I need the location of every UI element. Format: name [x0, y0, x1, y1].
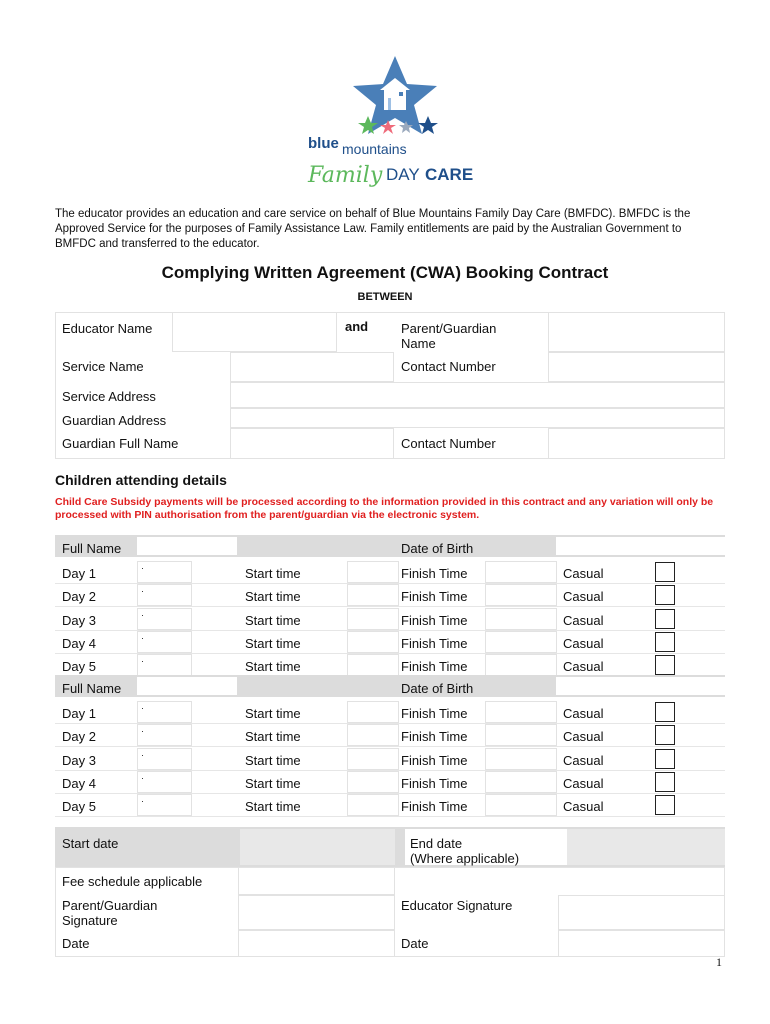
- child1-day-dot: ·: [141, 610, 144, 620]
- contact-number-label: Contact Number: [401, 359, 496, 374]
- child2-casual-checkbox[interactable]: [655, 702, 675, 722]
- child2-casual-label: Casual: [563, 706, 604, 721]
- child2-finish-time-field[interactable]: [485, 771, 557, 793]
- guardian-address-field[interactable]: [230, 408, 725, 428]
- child2-casual-checkbox[interactable]: [655, 725, 675, 745]
- parent-guardian-name-label: Parent/Guardian Name: [401, 321, 497, 351]
- guardian-address-label: Guardian Address: [62, 413, 167, 428]
- logo-word-mountains: mountains: [342, 141, 407, 157]
- child2-finish-time-field[interactable]: [485, 794, 557, 816]
- child1-start-time-label: Start time: [245, 566, 301, 581]
- child2-full-name-label: Full Name: [62, 681, 122, 696]
- child1-casual-checkbox[interactable]: [655, 655, 675, 675]
- child2-day-row: [55, 794, 725, 817]
- educator-name-field[interactable]: [172, 312, 337, 352]
- logo-word-care: CARE: [425, 165, 474, 184]
- child2-finish-time-label: Finish Time: [401, 799, 468, 814]
- child2-day-row: [55, 748, 725, 771]
- logo-word-family: Family: [308, 163, 383, 188]
- child2-casual-label: Casual: [563, 799, 604, 814]
- end-date-label: End date: [410, 836, 463, 851]
- child1-finish-time-field[interactable]: [485, 561, 557, 583]
- child2-finish-time-label: Finish Time: [401, 753, 468, 768]
- child1-finish-time-field[interactable]: [485, 584, 557, 606]
- child1-finish-time-field[interactable]: [485, 631, 557, 653]
- child2-casual-label: Casual: [563, 776, 604, 791]
- child2-dob-label: Date of Birth: [401, 681, 474, 696]
- start-date-field[interactable]: [240, 829, 395, 865]
- child2-finish-time-field[interactable]: [485, 724, 557, 746]
- child2-day-label: Day 1: [62, 706, 96, 721]
- bmfdc-logo: [300, 50, 490, 200]
- service-name-field[interactable]: [230, 352, 394, 382]
- end-date-field[interactable]: [567, 829, 725, 865]
- child2-day-row: [55, 701, 725, 724]
- child1-day-label: Day 1: [62, 566, 96, 581]
- child1-casual-label: Casual: [563, 589, 604, 604]
- child1-casual-label: Casual: [563, 636, 604, 651]
- child2-day-row: [55, 724, 725, 747]
- child2-casual-checkbox[interactable]: [655, 772, 675, 792]
- child2-start-time-label: Start time: [245, 753, 301, 768]
- child1-casual-checkbox[interactable]: [655, 585, 675, 605]
- child2-day-label: Day 2: [62, 729, 96, 744]
- parent-signature-label: Parent/Guardian Signature: [62, 898, 158, 928]
- child1-dob-label: Date of Birth: [401, 541, 474, 556]
- educator-name-label: Educator Name: [62, 321, 153, 336]
- contact-number-field[interactable]: [548, 352, 725, 382]
- child2-casual-label: Casual: [563, 729, 604, 744]
- child1-day-label: Day 3: [62, 613, 96, 628]
- date-field[interactable]: [238, 930, 395, 957]
- child2-day-label: Day 4: [62, 776, 96, 791]
- child1-start-time-label: Start time: [245, 613, 301, 628]
- child1-casual-label: Casual: [563, 613, 604, 628]
- child2-day-hours-field[interactable]: [137, 771, 192, 793]
- intro-paragraph: The educator provides an education and care service on behalf of Blue Mountains Family Day Care (BMFDC). BMFDC is the Approved Service for the purposes of Family Assistance Law. Family entitlements are paid by the Australian Government to BMFDC and transferred to the educator.: [55, 208, 691, 250]
- child1-day-dot: ·: [141, 586, 144, 596]
- child1-finish-time-label: Finish Time: [401, 659, 468, 674]
- between-label: BETWEEN: [357, 291, 413, 303]
- child2-day-hours-field[interactable]: [137, 701, 192, 723]
- child1-start-time-field[interactable]: [347, 654, 399, 676]
- start-date-label: Start date: [62, 836, 119, 851]
- guardian-full-name-label: Guardian Full Name: [62, 436, 179, 451]
- child1-start-time-label: Start time: [245, 589, 301, 604]
- child1-day-hours-field[interactable]: [137, 654, 192, 676]
- child1-finish-time-label: Finish Time: [401, 589, 468, 604]
- child1-finish-time-label: Finish Time: [401, 613, 468, 628]
- service-address-label: Service Address: [62, 389, 156, 404]
- subsidy-notice: Child Care Subsidy payments will be processed according to the information provided in this contract and any variation will only be processed with PIN authorisation from the parent/guardian via the electronic system.: [55, 496, 714, 521]
- child1-day-row: [55, 654, 725, 677]
- child2-start-time-label: Start time: [245, 706, 301, 721]
- child2-casual-checkbox[interactable]: [655, 795, 675, 815]
- end-date-note: (Where applicable): [410, 851, 520, 866]
- child2-day-label: Day 3: [62, 753, 96, 768]
- child2-start-time-label: Start time: [245, 776, 301, 791]
- child2-day-dot: ·: [141, 773, 144, 783]
- child1-casual-checkbox[interactable]: [655, 609, 675, 629]
- child2-casual-label: Casual: [563, 753, 604, 768]
- child2-finish-time-field[interactable]: [485, 701, 557, 723]
- child1-day-hours-field[interactable]: [137, 584, 192, 606]
- service-address-field[interactable]: [230, 382, 725, 408]
- child1-day-row: [55, 608, 725, 631]
- contact-number-2-label: Contact Number: [401, 436, 496, 451]
- page-number: 1: [716, 955, 722, 969]
- child2-finish-time-label: Finish Time: [401, 776, 468, 791]
- fee-schedule-field[interactable]: [238, 867, 395, 895]
- guardian-full-name-field[interactable]: [230, 428, 394, 459]
- child1-day-hours-field[interactable]: [137, 561, 192, 583]
- contact-number-2-field[interactable]: [548, 428, 725, 459]
- child1-casual-checkbox[interactable]: [655, 632, 675, 652]
- child2-day-hours-field[interactable]: [137, 724, 192, 746]
- service-name-label: Service Name: [62, 359, 144, 374]
- child1-start-time-field[interactable]: [347, 608, 399, 630]
- date-label: Date: [62, 936, 90, 951]
- fee-schedule-label: Fee schedule applicable: [62, 874, 203, 889]
- child1-full-name-field[interactable]: [137, 537, 237, 555]
- child1-finish-time-field[interactable]: [485, 608, 557, 630]
- and-label: and: [345, 319, 369, 334]
- child2-day-dot: ·: [141, 703, 144, 713]
- child1-day-label: Day 5: [62, 659, 96, 674]
- child1-day-dot: ·: [141, 656, 144, 666]
- child1-day-dot: ·: [141, 633, 144, 643]
- child1-full-name-label: Full Name: [62, 541, 122, 556]
- child1-day-hours-field[interactable]: [137, 631, 192, 653]
- child2-start-time-label: Start time: [245, 729, 301, 744]
- parent-guardian-name-field[interactable]: [548, 312, 725, 352]
- child2-start-time-field[interactable]: [347, 794, 399, 816]
- child2-start-time-field[interactable]: [347, 724, 399, 746]
- child2-finish-time-label: Finish Time: [401, 706, 468, 721]
- child1-start-time-field[interactable]: [347, 584, 399, 606]
- children-heading: Children attending details: [55, 472, 227, 488]
- child1-finish-time-label: Finish Time: [401, 566, 468, 581]
- house-icon: [384, 88, 406, 110]
- child2-day-hours-field[interactable]: [137, 794, 192, 816]
- parent-signature-field[interactable]: [238, 895, 395, 930]
- page-title: Complying Written Agreement (CWA) Booking Contract: [161, 263, 609, 282]
- child2-day-dot: ·: [141, 750, 144, 760]
- date-2-field[interactable]: [558, 930, 725, 957]
- child1-day-dot: ·: [141, 563, 144, 573]
- child2-start-time-field[interactable]: [347, 771, 399, 793]
- child1-dob-field[interactable]: [556, 537, 725, 555]
- educator-signature-label: Educator Signature: [401, 898, 513, 913]
- child1-finish-time-field[interactable]: [485, 654, 557, 676]
- date-2-label: Date: [401, 936, 429, 951]
- child2-start-time-field[interactable]: [347, 701, 399, 723]
- child2-day-dot: ·: [141, 726, 144, 736]
- child2-dob-field[interactable]: [556, 677, 725, 695]
- logo-word-blue: blue: [308, 135, 339, 152]
- child1-start-time-field[interactable]: [347, 631, 399, 653]
- child2-day-label: Day 5: [62, 799, 96, 814]
- child1-casual-label: Casual: [563, 659, 604, 674]
- child1-day-label: Day 4: [62, 636, 96, 651]
- educator-signature-field[interactable]: [558, 895, 725, 930]
- child1-start-time-field[interactable]: [347, 561, 399, 583]
- child1-day-hours-field[interactable]: [137, 608, 192, 630]
- child1-casual-checkbox[interactable]: [655, 562, 675, 582]
- child2-start-time-label: Start time: [245, 799, 301, 814]
- child1-day-row: [55, 561, 725, 584]
- child2-day-dot: ·: [141, 796, 144, 806]
- child2-start-time-field[interactable]: [347, 748, 399, 770]
- child2-finish-time-field[interactable]: [485, 748, 557, 770]
- child1-casual-label: Casual: [563, 566, 604, 581]
- child1-day-row: [55, 584, 725, 607]
- child2-finish-time-label: Finish Time: [401, 729, 468, 744]
- child2-day-row: [55, 771, 725, 794]
- child1-start-time-label: Start time: [245, 636, 301, 651]
- child2-day-hours-field[interactable]: [137, 748, 192, 770]
- child2-casual-checkbox[interactable]: [655, 749, 675, 769]
- child1-day-label: Day 2: [62, 589, 96, 604]
- child2-full-name-field[interactable]: [137, 677, 237, 695]
- logo-word-day: DAY: [386, 165, 420, 184]
- child1-start-time-label: Start time: [245, 659, 301, 674]
- child1-day-row: [55, 631, 725, 654]
- child1-finish-time-label: Finish Time: [401, 636, 468, 651]
